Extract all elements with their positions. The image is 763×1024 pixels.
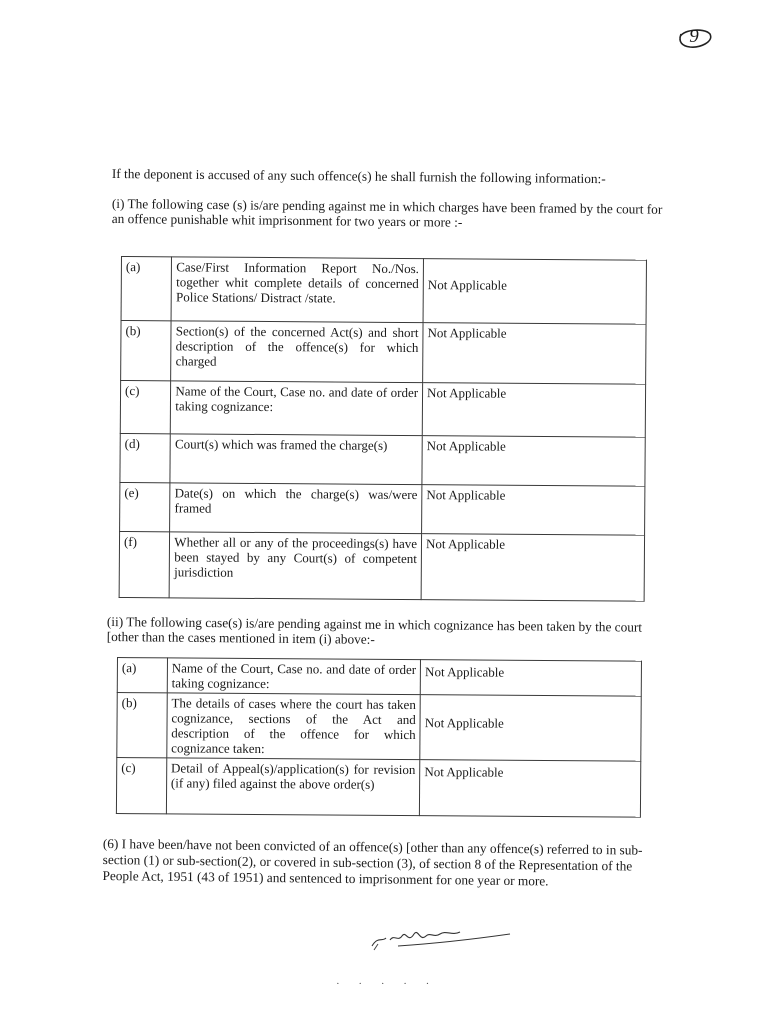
row-label: (f) <box>119 531 170 597</box>
table-row <box>121 321 646 385</box>
row-value: Not Applicable <box>423 259 646 325</box>
row-label: (d) <box>120 433 171 482</box>
row-value: Not Applicable <box>423 323 646 385</box>
section-i-table <box>119 256 647 602</box>
row-description: Court(s) which was framed the charge(s) <box>170 434 422 485</box>
row-value: Not Applicable <box>422 485 645 536</box>
row-value: Not Applicable <box>422 436 645 487</box>
row-description: Name of the Court, Case no. and date of order taking cognizance: <box>167 658 421 695</box>
row-value: Not Applicable <box>420 760 641 818</box>
row-label: (b) <box>117 693 167 758</box>
row-value: Not Applicable <box>422 383 645 438</box>
section-i-heading: (i) The following case (s) is/are pending against me in which charges have been framed by the court for an offence punishable whit imprisonment for two years or more :- <box>111 196 663 230</box>
row-value: Not Applicable <box>421 534 644 602</box>
table-row <box>117 693 641 762</box>
row-description: Date(s) on which the charge(s) was/were framed <box>170 483 422 534</box>
row-label: (c) <box>120 381 171 434</box>
handwritten-signature-icon <box>368 916 518 961</box>
row-description: Name of the Court, Case no. and date of order taking cognizance: <box>171 381 423 436</box>
row-label: (b) <box>121 321 172 381</box>
row-label: (c) <box>116 758 166 814</box>
row-value: Not Applicable <box>420 660 641 697</box>
row-description: Section(s) of the concerned Act(s) and short description of the offence(s) for which charged <box>171 321 423 383</box>
page-number-text: 9 <box>689 26 699 47</box>
row-description: Detail of Appeal(s)/application(s) for revision (if any) filed against the above order(s) <box>166 758 420 816</box>
section-6-text: (6) I have been/have not been convicted of an offence(s) [other than any offence(s) referred to in sub-section (1) or sub-section(2), or covered in sub-section (3), of section 8 of the Representation of the People Act, 1951 (43 of 1951) and sentenced to imprisonment for one year or more. <box>102 836 643 889</box>
page-number <box>674 24 714 50</box>
row-label: (e) <box>120 482 171 531</box>
row-label: (a) <box>117 658 167 693</box>
row-description: Case/First Information Report No./Nos. together whit complete details of concerned Police Stations/ Distract /state. <box>171 257 423 323</box>
table-row <box>116 758 640 818</box>
table-row <box>121 257 646 325</box>
table-row <box>120 381 645 438</box>
section-ii-table <box>116 657 642 818</box>
row-description: Whether all or any of the proceedings(s) have been stayed by any Court(s) of competent jurisdiction <box>169 532 421 600</box>
row-description: The details of cases where the court has taken cognizance, sections of the Act and description of the offence for which cognizance taken: <box>167 693 421 760</box>
intro-text: If the deponent is accused of any such offence(s) he shall furnish the following information:- <box>111 166 606 187</box>
section-ii-heading: (ii) The following case(s) is/are pending against me in which cognizance has been taken by the court [other than the cases mentioned in item (i) above:- <box>106 614 643 647</box>
row-label: (a) <box>121 257 172 321</box>
table-row <box>120 482 645 535</box>
row-value: Not Applicable <box>420 695 641 762</box>
table-row <box>119 531 644 601</box>
table-row <box>120 433 645 486</box>
table-row <box>117 658 641 697</box>
scan-specks: · · · · · <box>336 978 438 990</box>
